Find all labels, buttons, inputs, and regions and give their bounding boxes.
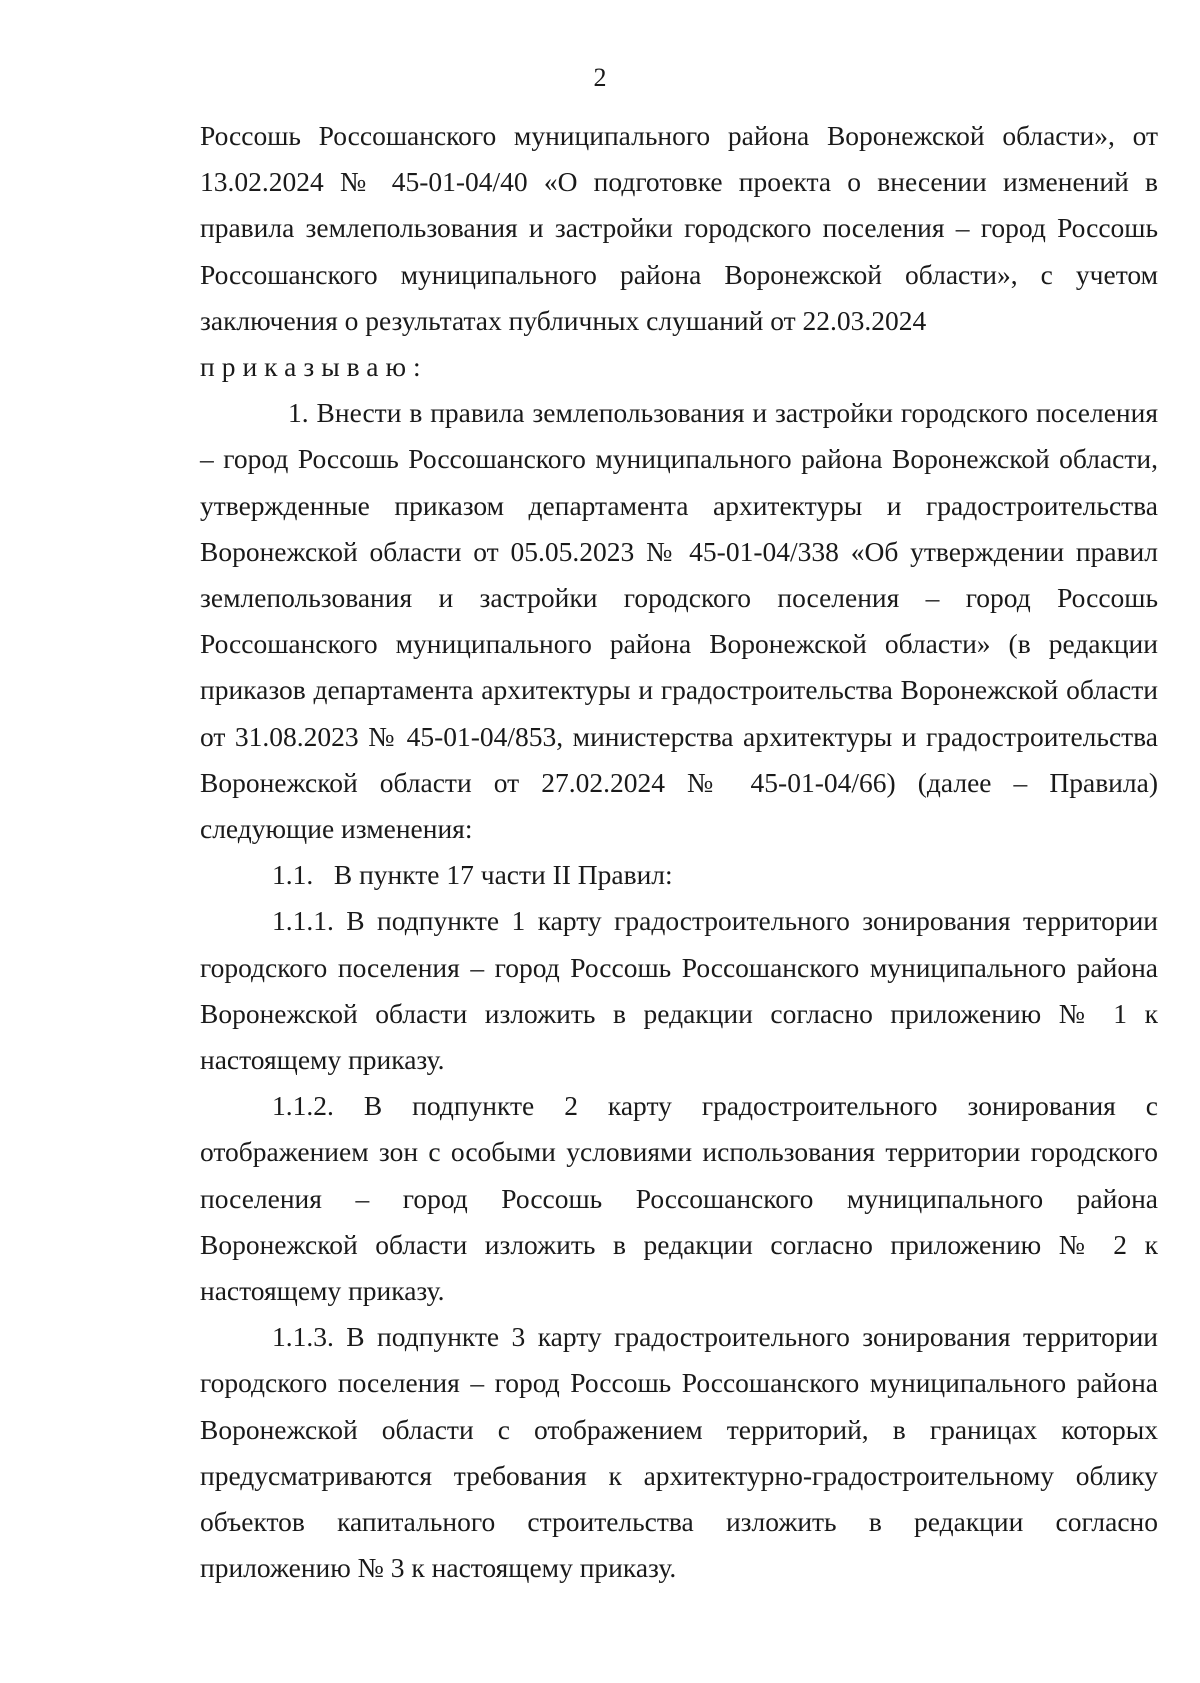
paragraph-order-word: приказываю: [200,351,428,383]
paragraph-item-1-1: 1.1. В пункте 17 части II Правил: [272,859,673,891]
paragraph-item-1-1-1: 1.1.1. В подпункте 1 карту градостроительного зонирования территории городского поселения – город Россошь Россошанского муниципального района Воронежской области изложить в редакции согласно приложению № 1 к настоящему приказу. [200,905,1158,1076]
document-body [200,113,1158,1592]
paragraph-item-1: 1. Внести в правила землепользования и застройки городского поселения – город Россошь Россошанского муниципального района Воронежской области, утвержденные приказом департамента архитектуры и градостроительства Воронежской области от 05.05.2023 № 45-01-04/338 «Об утверждении правил землепользования и застройки городского поселения – город Россошь Россошанского муниципального района Воронежской области» (в редакции приказов департамента архитектуры и градостроительства Воронежской области от 31.08.2023 № 45-01-04/853, министерства архитектуры и градостроительства Воронежской области от 27.02.2024 № 45-01-04/66) (далее – Правила) следующие изменения: [200,397,1158,845]
paragraph-continuation: Россошь Россошанского муниципального района Воронежской области», от 13.02.2024 № 45-01-04/40 «О подготовке проекта о внесении изменений в правила землепользования и застройки городского поселения – город Россошь Россошанского муниципального района Воронежской области», с учетом заключения о результатах публичных слушаний от 22.03.2024 [200,120,1158,336]
page-number: 2 [593,63,607,92]
paragraph-item-1-1-3: 1.1.3. В подпункте 3 карту градостроительного зонирования территории городского поселения – город Россошь Россошанского муниципального района Воронежской области с отображением территорий, в границах которых предусматриваются требования к архитектурно-градостроительному облику объектов капитального строительства изложить в редакции согласно приложению № 3 к настоящему приказу. [200,1321,1158,1584]
paragraph-item-1-1-2: 1.1.2. В подпункте 2 карту градостроительного зонирования с отображением зон с особыми условиями использования территории городского поселения – город Россошь Россошанского муниципального района Воронежской области изложить в редакции согласно приложению № 2 к настоящему приказу. [200,1090,1158,1307]
